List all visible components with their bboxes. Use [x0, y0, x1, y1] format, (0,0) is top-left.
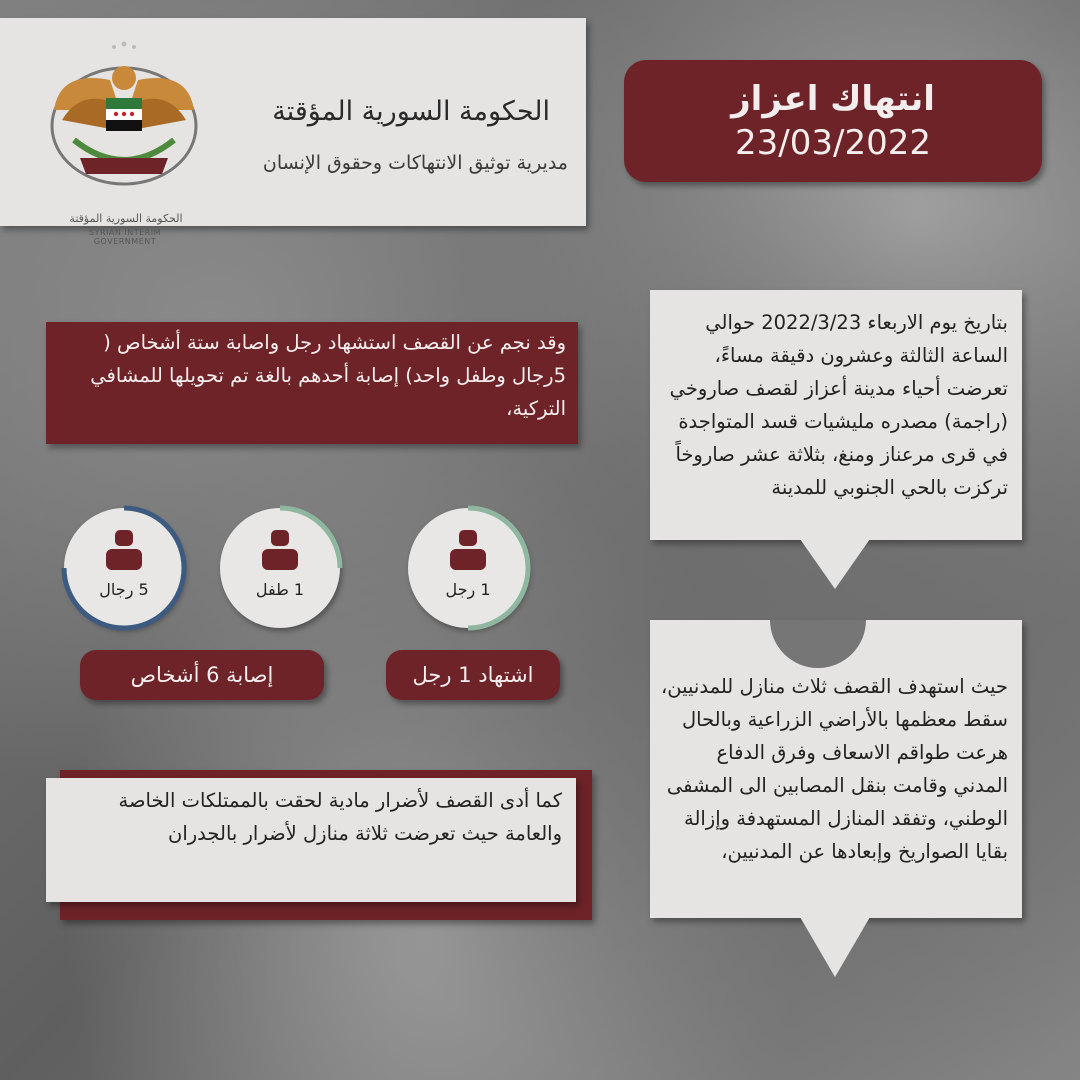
stat-men-injured-label: 5 رجال — [99, 580, 149, 599]
person-icon — [262, 530, 298, 570]
stat-men-injured — [64, 508, 184, 628]
stat-child-injured — [220, 508, 340, 628]
intro-panel — [650, 290, 1022, 540]
killed-total-pill: اشتهاد 1 رجل — [386, 650, 560, 700]
event-badge — [624, 60, 1042, 182]
eagle-emblem-icon — [40, 40, 208, 190]
header-panel — [0, 18, 586, 246]
government-logo — [40, 40, 208, 246]
damage-panel — [46, 778, 576, 902]
stat-man-killed — [408, 508, 528, 628]
person-icon — [106, 530, 142, 570]
casualties-panel — [46, 322, 578, 444]
directorate-subtitle: مديرية توثيق الانتهاكات وحقوق الإنسان — [262, 152, 568, 174]
government-title: الحكومة السورية المؤقتة — [272, 96, 550, 127]
intro-text: بتاريخ يوم الاربعاء 2022/3/23 حوالي الساعة الثالثة وعشرون دقيقة مساءً، تعرضت أحياء مدينة أعزاز لقصف صاروخي (راجمة) مصدره مليشيات قسد المتواجدة في قرى مرعناز ومنغ، بثلاثة عشر صاروخاً تركزت بالحي الجنوبي للمدينة — [669, 311, 1008, 499]
intro-pointer-icon — [800, 539, 870, 591]
details-notch-icon — [770, 620, 866, 670]
damage-text: كما أدى القصف لأضرار مادية لحقت بالممتلكات الخاصة والعامة حيث تعرضت ثلاثة منازل لأضرار بالجدران — [118, 789, 562, 845]
injured-total-pill: إصابة 6 أشخاص — [80, 650, 324, 700]
details-pointer-icon — [800, 917, 870, 979]
stat-child-injured-label: 1 طفل — [255, 580, 305, 599]
logo-caption-english: SYRIAN INTERIM GOVERNMENT — [89, 228, 161, 246]
logo-caption-arabic: الحكومة السورية المؤقتة — [69, 212, 183, 225]
stat-man-killed-label: 1 رجل — [445, 580, 491, 599]
person-icon — [450, 530, 486, 570]
event-title: انتهاك اعزاز — [731, 79, 935, 119]
casualties-text: وقد نجم عن القصف استشهاد رجل واصابة ستة أشخاص ( 5رجال وطفل واحد) إصابة أحدهم بالغة تم تحويلها للمشافي التركية، — [90, 331, 566, 420]
details-text: حيث استهدف القصف ثلاث منازل للمدنيين، سقط معظمها بالأراضي الزراعية وبالحال هرعت طواقم الاسعاف وفرق الدفاع المدني وقامت بنقل المصابين الى المشفى الوطني، وتفقد المنازل المستهدفة وإزالة بقايا الصواريخ وإبعادها عن المدنيين، — [661, 675, 1008, 863]
event-date: 23/03/2022 — [735, 123, 931, 163]
